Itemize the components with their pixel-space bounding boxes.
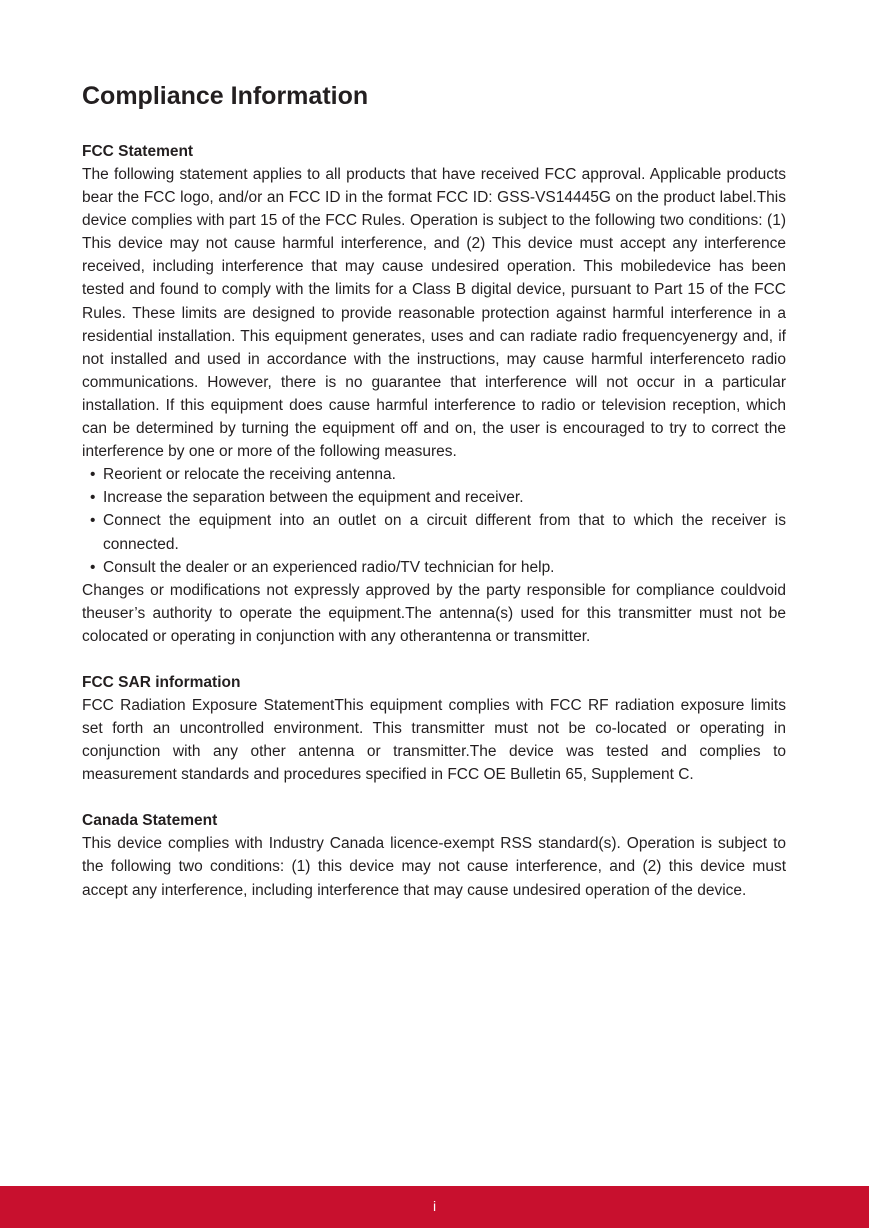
canada-statement-body: This device complies with Industry Canada licence-exempt RSS standard(s). Operation is subject to the following two conditions: (1) this device may not cause interference, and (2) this device must accept any interference, including interference that may cause undesired operation of the device.: [82, 835, 786, 899]
footer-bar: [0, 1186, 869, 1228]
fcc-statement-intro: The following statement applies to all products that have received FCC approval. Applicable products bear the FCC logo, and/or an FCC ID in the format FCC ID: GSS-VS14445G on the product label.This device complies with part 15 of the FCC Rules. Operation is subject to the following two conditions: (1) This device may not cause harmful interference, and (2) This device must accept any interference received, including interference that may cause undesired operation. This mobiledevice has been tested and found to comply with the limits for a Class B digital device, pursuant to Part 15 of the FCC Rules. These limits are designed to provide reasonable protection against harmful interference in a residential installation. This equipment generates, uses and can radiate radio frequencyenergy and, if not installed and used in accordance with the instructions, may cause harmful interferenceto radio communications. However, there is no guarantee that interference will not occur in a particular installation. If this equipment does cause harmful interference to radio or television reception, which can be determined by turning the equipment off and on, the user is encouraged to try to correct the interference by one or more of the following measures.: [82, 166, 786, 461]
fcc-sar-heading: FCC SAR information: [82, 673, 241, 691]
list-item: [82, 486, 786, 509]
list-item: [82, 509, 786, 555]
measure-text: Increase the separation between the equipment and receiver.: [103, 489, 524, 507]
canada-statement-section: [82, 809, 786, 901]
list-item: [82, 463, 786, 486]
fcc-sar-body: FCC Radiation Exposure StatementThis equipment complies with FCC RF radiation exposure limits set forth an uncontrolled environment. This transmitter must not be co-located or operating in conjunction with any other antenna or transmitter.The device was tested and complies to measurement standards and procedures specified in FCC OE Bulletin 65, Supplement C.: [82, 696, 786, 784]
list-item: [82, 556, 786, 579]
page-title: Compliance Information: [82, 82, 369, 110]
page-content: [82, 80, 786, 902]
fcc-statement-heading: FCC Statement: [82, 143, 194, 160]
fcc-statement-section: [82, 140, 786, 648]
fcc-measures-list: [82, 463, 786, 578]
measure-text: Reorient or relocate the receiving antenna.: [103, 466, 396, 484]
bullet-icon: •: [90, 466, 96, 484]
measure-text: Connect the equipment into an outlet on a circuit different from that to which the receiver is connected.: [103, 512, 786, 553]
fcc-sar-section: [82, 671, 786, 786]
measure-text: Consult the dealer or an experienced radio/TV technician for help.: [103, 558, 555, 576]
bullet-icon: •: [90, 512, 96, 530]
bullet-icon: •: [90, 489, 96, 507]
fcc-statement-closing: Changes or modifications not expressly approved by the party responsible for compliance couldvoid theuser’s authority to operate the equipment.The antenna(s) used for this transmitter must not be colocated or operating in conjunction with any otherantenna or transmitter.: [82, 581, 786, 645]
canada-statement-heading: Canada Statement: [82, 812, 218, 830]
bullet-icon: •: [90, 558, 96, 576]
page-number: i: [432, 1198, 437, 1214]
